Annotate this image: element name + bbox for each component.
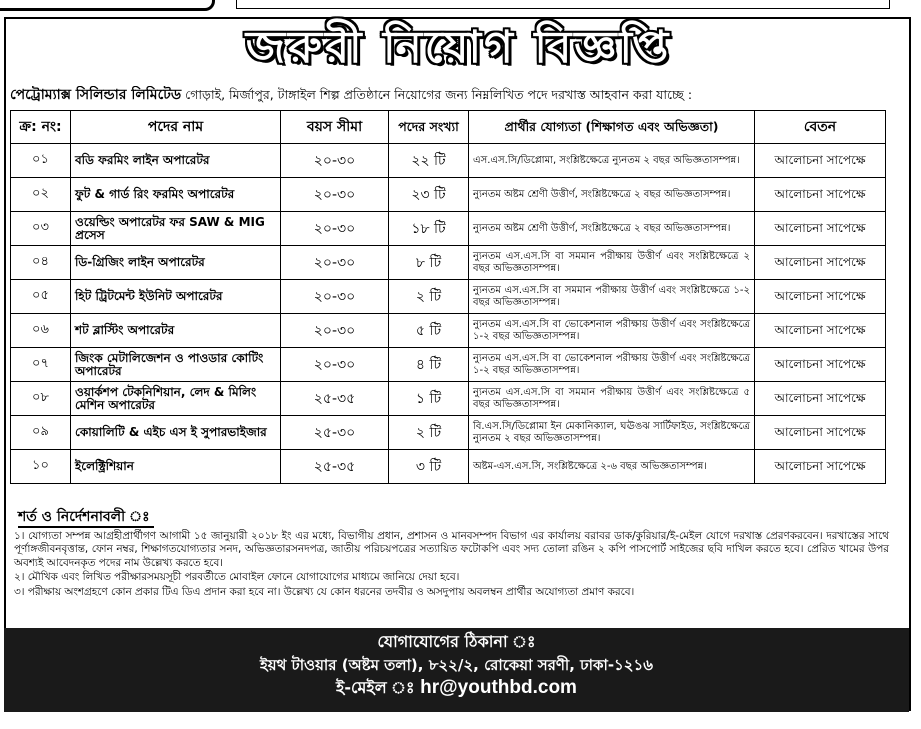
cell-position: ওয়ার্কশপ টেকনিশিয়ান, লেদ & মিলিং মেশিন অপারেটর [71, 382, 281, 416]
cell-position: শট ব্লাস্টিং অপারেটর [71, 314, 281, 348]
cell-salary: আলোচনা সাপেক্ষে [755, 348, 886, 382]
cell-count: ১৮ টি [389, 212, 469, 246]
terms-title: শর্ত ও নির্দেশনাবলী ঃ [18, 508, 154, 528]
cell-sn: ০১ [11, 144, 71, 178]
cell-age: ২০-৩০ [281, 314, 389, 348]
intro-line [10, 86, 905, 104]
cell-qualification: ন্যুনতম এস.এস.সি বা সমমান পরীক্ষায় উত্তীর্ণ এবং সংশ্লিষ্টক্ষেত্রে ১-২ বছর অভিজ্ঞতাসম্পন্ন। [469, 280, 755, 314]
cell-salary: আলোচনা সাপেক্ষে [755, 382, 886, 416]
contact-email-line [4, 676, 909, 700]
header-age: বয়স সীমা [281, 111, 389, 144]
intro-text: গোড়াই, মির্জাপুর, টাঙ্গাইল শিল্প প্রতিষ্ঠানে নিয়োগের জন্য নিম্নলিখিত পদে দরখাস্ত আহবান করা যাচ্ছে : [185, 87, 693, 102]
cell-qualification: বি.এস.সি/ডিপ্লোমা ইন মেকানিক্যাল, ঘঊঙঝ সার্টিফাইড, সংশ্লিষ্টক্ষেত্রে ন্যুনতম ২ বছর অভিজ্ঞতাসম্পন্ন। [469, 416, 755, 450]
cell-sn: ০৪ [11, 246, 71, 280]
cell-salary: আলোচনা সাপেক্ষে [755, 212, 886, 246]
cell-sn: ০৩ [11, 212, 71, 246]
cell-salary: আলোচনা সাপেক্ষে [755, 450, 886, 484]
cell-sn: ০৭ [11, 348, 71, 382]
table-row [11, 246, 886, 280]
cell-age: ২০-৩০ [281, 144, 389, 178]
table-row [11, 212, 886, 246]
cell-sn: ০৮ [11, 382, 71, 416]
cell-count: ১ টি [389, 382, 469, 416]
table-row [11, 416, 886, 450]
terms-list [14, 530, 889, 600]
cell-qualification: ন্যুনতম এস.এস.সি বা ভোকেশনাল পরীক্ষায় উত্তীর্ণ এবং সংশ্লিষ্টক্ষেত্রে ১-২ বছর অভিজ্ঞতাসম্পন্ন। [469, 348, 755, 382]
cell-position: হিট ট্রিটমেন্ট ইউনিট অপারেটর [71, 280, 281, 314]
cell-sn: ০৬ [11, 314, 71, 348]
cropped-box-right [236, 0, 890, 9]
cell-qualification: ন্যুনতম অষ্টম শ্রেণী উত্তীর্ণ, সংশ্লিষ্টক্ষেত্রে ২ বছর অভিজ্ঞতাসম্পন্ন। [469, 178, 755, 212]
cell-position: ডি-গ্রিজিং লাইন অপারেটর [71, 246, 281, 280]
cell-salary: আলোচনা সাপেক্ষে [755, 178, 886, 212]
cell-position: ফুট & গার্ড রিং ফরমিং অপারেটর [71, 178, 281, 212]
cell-age: ২০-৩০ [281, 178, 389, 212]
table-header-row [11, 111, 886, 144]
email-link[interactable]: hr@youthbd.com [420, 677, 577, 698]
cell-qualification: ন্যুনতম এস.এস.সি বা সমমান পরীক্ষায় উত্তীর্ণ এবং সংশ্লিষ্টক্ষেত্রে ২ বছর অভিজ্ঞতাসম্পন্ন। [469, 246, 755, 280]
table-row [11, 450, 886, 484]
cell-qualification: অষ্টম-এস.এস.সি, সংশ্লিষ্টক্ষেত্রে ২-৬ বছর অভিজ্ঞতাসম্পন্ন। [469, 450, 755, 484]
cell-salary: আলোচনা সাপেক্ষে [755, 280, 886, 314]
table-row [11, 280, 886, 314]
cell-salary: আলোচনা সাপেক্ষে [755, 246, 886, 280]
table-row [11, 178, 886, 212]
header-count: পদের সংখ্যা [389, 111, 469, 144]
top-edge [0, 0, 921, 14]
contact-title: যোগাযোগের ঠিকানা ঃ [377, 632, 536, 651]
cell-count: ২ টি [389, 280, 469, 314]
header-position: পদের নাম [71, 111, 281, 144]
cropped-box-left [0, 0, 215, 11]
cell-count: ৮ টি [389, 246, 469, 280]
cell-age: ২০-৩০ [281, 246, 389, 280]
cell-count: ২২ টি [389, 144, 469, 178]
cell-position: ওয়েল্ডিং অপারেটর ফর SAW & MIG প্রসেস [71, 212, 281, 246]
jobs-table [10, 110, 886, 484]
cell-count: ৩ টি [389, 450, 469, 484]
term-item: ১। যোগ্যতা সম্পন্ন আগ্রহীপ্রার্থীগণ আগামী ১৫ জানুয়ারী ২০১৮ ইং এর মধ্যে, বিভাগীয় প্রধান, প্রশাসন ও মানবসম্পদ বিভাগ এর কার্যালয় বরাবর ডাক/কুরিয়ার/ই-মেইল যোগে দরখাস্ত প্রেরণকরবেন। দরখাস্তের সাথে পূর্ণাঙ্গজীবনবৃত্তান্ত, ফোন নম্বর, শিক্ষাগতযোগ্যতার সনদ, অভিজ্ঞতারসনদপত্র, জাতীয় পরিচয়পত্রের সত্যায়িত ফটোকপি এবং সদ্য তোলা রঙিন ২ কপি পাসপোর্ট সাইজের ছবি দাখিল করতে হবে। প্রেরিত খামের উপর অবশ্যই আবেদনকৃত পদের নাম উল্লেখ্য করতে হবে। [14, 530, 889, 569]
cell-position: ইলেক্ট্রিশিয়ান [71, 450, 281, 484]
header-sn: ক্র: নং: [11, 111, 71, 144]
cell-age: ২০-৩০ [281, 348, 389, 382]
header-salary: বেতন [755, 111, 886, 144]
cell-salary: আলোচনা সাপেক্ষে [755, 416, 886, 450]
table-row [11, 348, 886, 382]
term-item: ৩। পরীক্ষায় অংশগ্রহণে কোন প্রকার টিএ ডিএ প্রদান করা হবে না। উল্লেখ্য যে কোন ধরনের তদবীর ও অসদুপায় অবলম্বন প্রার্থীর অযোগ্যতা প্রমাণ করবে। [14, 585, 635, 598]
header-qualification: প্রার্থীর যোগ্যতা (শিক্ষাগত এবং অভিজ্ঞতা) [469, 111, 755, 144]
cell-count: ২ টি [389, 416, 469, 450]
cell-sn: ০২ [11, 178, 71, 212]
cell-count: ৪ টি [389, 348, 469, 382]
table-row [11, 314, 886, 348]
cell-sn: ১০ [11, 450, 71, 484]
page-title: জরুরী নিয়োগ বিজ্ঞপ্তি [245, 22, 672, 73]
cell-age: ২০-৩০ [281, 212, 389, 246]
table-row [11, 144, 886, 178]
cell-count: ৫ টি [389, 314, 469, 348]
cell-sn: ০৫ [11, 280, 71, 314]
cell-qualification: ন্যুনতম এস.এস.সি বা সমমান পরীক্ষায় উত্তীর্ণ এবং সংশ্লিষ্টক্ষেত্রে ৫ বছর অভিজ্ঞতাসম্পন্ন। [469, 382, 755, 416]
cell-salary: আলোচনা সাপেক্ষে [755, 144, 886, 178]
cell-age: ২০-৩০ [281, 280, 389, 314]
email-label: ই-মেইল ঃ [336, 678, 415, 697]
cell-qualification: এস.এস.সি/ডিপ্লোমা, সংশ্লিষ্টক্ষেত্রে ন্যুনতম ২ বছর অভিজ্ঞতাসম্পন্ন। [469, 144, 755, 178]
cell-position: জিংক মেটালিজেশন ও পাওডার কোটিং অপারেটর [71, 348, 281, 382]
cell-position: কোয়ালিটি & এইচ এস ই সুপারভাইজার [71, 416, 281, 450]
contact-block [4, 628, 909, 712]
cell-qualification: ন্যুনতম অষ্টম শ্রেণী উত্তীর্ণ, সংশ্লিষ্টক্ষেত্রে ২ বছর অভিজ্ঞতাসম্পন্ন। [469, 212, 755, 246]
cell-count: ২৩ টি [389, 178, 469, 212]
cell-age: ২৫-৩৫ [281, 382, 389, 416]
company-name: পেট্রোম্যাক্স সিলিন্ডার লিমিটেড [10, 87, 182, 103]
cell-sn: ০৯ [11, 416, 71, 450]
cell-qualification: ন্যুনতম এস.এস.সি বা ভোকেশনাল পরীক্ষায় উত্তীর্ণ এবং সংশ্লিষ্টক্ষেত্রে ১-২ বছর অভিজ্ঞতাসম্পন্ন। [469, 314, 755, 348]
cell-position: বডি ফরমিং লাইন অপারেটর [71, 144, 281, 178]
term-item: ২। মৌখিক এবং লিখিত পরীক্ষারসময়সূচী পরবর্তীতে মোবাইল ফোনে যোগাযোগের মাধ্যমে জানিয়ে দেয়া হবে। [14, 571, 460, 584]
contact-address: ইয়থ টাওয়ার (অষ্টম তলা), ৮২২/২, রোকেয়া সরণী, ঢাকা-১২১৬ [259, 656, 654, 674]
cell-age: ২৫-৩০ [281, 416, 389, 450]
cell-age: ২৫-৩৫ [281, 450, 389, 484]
table-row [11, 382, 886, 416]
cell-salary: আলোচনা সাপেক্ষে [755, 314, 886, 348]
